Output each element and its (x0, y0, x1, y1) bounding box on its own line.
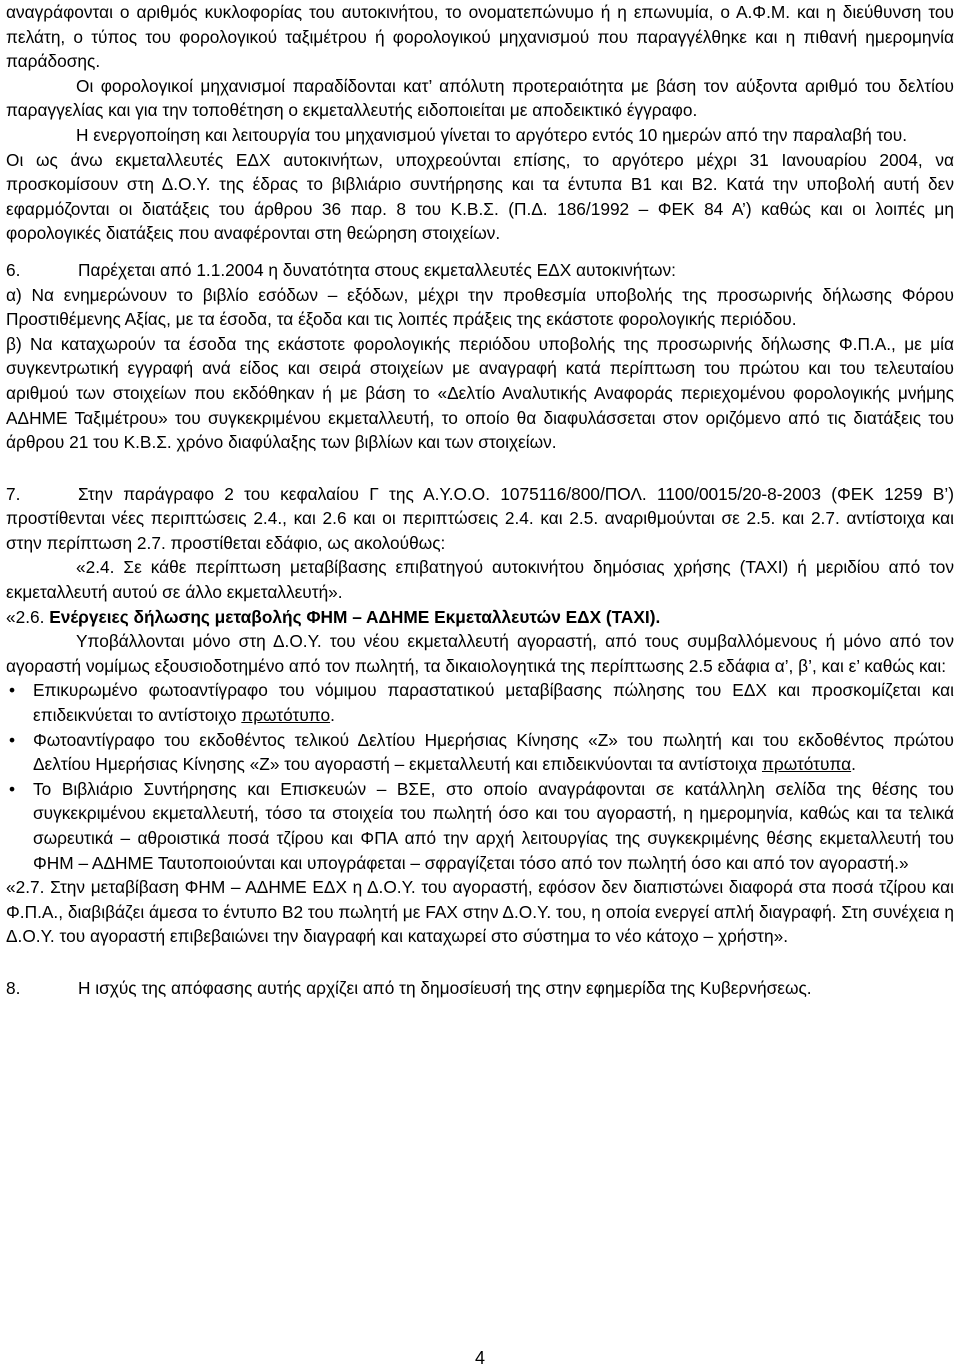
list-item-text: Επικυρωμένο φωτοαντίγραφο του νόμιμου παραστατικού μεταβίβασης πώλησης του ΕΔΧ και προσκομίζεται και επιδεικνύεται το αντίστοιχο (33, 680, 954, 726)
list-item-end: . (851, 754, 856, 775)
paragraph-obligations: Οι ως άνω εκμεταλλευτές ΕΔΧ αυτοκινήτων, υποχρεούνται επίσης, το αργότερο μέχρι 31 Ιανουαρίου 2004, να προσκομίσουν στη Δ.Ο.Υ. της έδρας το βιβλιάριο συντήρησης και τα έντυπα Β1 και Β2. Κατά την υποβολή αυτή δεν εφαρμόζονται οι διατάξεις του άρθρου 36 παρ. 8 του Κ.Β.Σ. (Π.Δ. 186/1992 – ΦΕΚ 84 Α’) καθώς και οι λοιπές μη φορολογικές διατάξεις που αναφέρονται στη θεώρηση στοιχείων. (6, 149, 954, 244)
section-8-text: Η ισχύς της απόφασης αυτής αρχίζει από τη δημοσίευσή της στην εφημερίδα της Κυβερνήσεως. (78, 977, 812, 998)
section-6-number: 6. (6, 259, 21, 280)
section-7-case-2-7: «2.7. Στην μεταβίβαση ΦΗΜ – ΑΔΗΜΕ ΕΔΧ η Δ.Ο.Υ. του αγοραστή, εφόσον δεν διαπιστώνει διαφορά στα ποσά τζίρου και Φ.Π.Α., διαβιβάζει άμεσα το έντυπο Β2 του πωλητή με FAX στην Δ.Ο.Υ. του, η οποία ενεργεί απλή διαγραφή. Στη συνέχεια η Δ.Ο.Υ. του αγοραστή επιβεβαιώνει την διαγραφή και καταχωρεί στο σύστημα το νέο κάτοχο – χρήστη». (6, 877, 954, 947)
list-item (6, 728, 954, 777)
section-7-intro (6, 482, 954, 556)
requirements-list (6, 678, 954, 875)
section-8-number: 8. (6, 977, 21, 998)
case-2-6-prefix: «2.6. (6, 606, 50, 627)
spacer (6, 455, 954, 482)
list-item-underlined: πρωτότυπα (761, 754, 852, 775)
paragraph-activation: Η ενεργοποίηση και λειτουργία του μηχανισμού γίνεται το αργότερο εντός 10 ημερών από την παραλαβή του. (76, 124, 908, 145)
section-7-intro-text: Στην παράγραφο 2 του κεφαλαίου Γ της Α.Υ.Ο.Ο. 1075116/800/ΠΟΛ. 1100/0015/20-8-2003 (ΦΕΚ 1259 Β’) προστίθενται νέες περιπτώσεις 2.4., και 2.6 και οι περιπτώσεις 2.4. και 2.5. αναριθμούνται σε 2.5. και 2.7. αντίστοιχα και στην περίπτωση 2.7. προστίθεται εδάφιο, ως ακολούθως: (6, 483, 954, 553)
section-6-item-b: β) Να καταχωρούν τα έσοδα της εκάστοτε φορολογικής περιόδου υποβολής της προσωρινής δήλωσης Φ.Π.Α., με μία συγκεντρωτική εγγραφή ανά είδος και σειρά στοιχείων με αναγραφή κατά περίπτωση του πρώτου και του τελευταίου αριθμού των στοιχείων που εκδόθηκαν ή με βάση το «Δελτίο Αναλυτικής Αναφοράς περιεχομένου φορολογικής μνήμης ΑΔΗΜΕ Ταξιμέτρου» του συγκεκριμένου εκμεταλλευτή, το οποίο θα διαφυλάσσεται στον οριζόμενο από τις διατάξεις του άρθρου 21 του Κ.Β.Σ. χρόνο διαφύλαξης των βιβλίων και των στοιχείων. (6, 333, 954, 453)
page-number: 4 (474, 1348, 485, 1368)
spacer (6, 949, 954, 976)
section-6-intro (6, 258, 954, 283)
section-7-case-2-6-heading (6, 605, 954, 630)
list-item (6, 777, 954, 875)
list-item-text: Το Βιβλιάριο Συντήρησης και Επισκευών – ΒΣΕ, στο οποίο αναγράφονται σε κατάλληλη σελίδα της θέσης του συγκεκριμένου εκμεταλλευτή, τόσο τα στοιχεία του πωλητή όσο και του αγοραστή, η ημερομηνία, καθώς και τα τελικά σωρευτικά – αθροιστικά ποσά τζίρου και ΦΠΑ από την αρχή λειτουργίας της συγκεκριμένης θέσης εκμεταλλευτή του ΦΗΜ – ΑΔΗΜΕ Ταυτοποιούνται και υπογράφεται – σφραγίζεται τόσο από τον πωλητή όσο και από τον αγοραστή.» (33, 778, 954, 873)
document-page (6, 0, 954, 1001)
paragraph-continuation: αναγράφονται ο αριθμός κυκλοφορίας του αυτοκινήτου, το ονοματεπώνυμο ή η επωνυμία, ο Α.Φ.Μ. και η διεύθυνση του πελάτη, ο τύπος του φορολογικού ταξιμέτρου ή φορολογικού μηχανισμού που παραγγέλθηκε και η πιθανή ημερομηνία παράδοσης. (6, 2, 954, 72)
list-item-text: Φωτοαντίγραφο του εκδοθέντος τελικού Δελτίου Ημερήσιας Κίνησης «Ζ» του πωλητή και του εκδοθέντος πρώτου Δελτίου Ημερήσιας Κίνησης «Ζ» του αγοραστή – εκμεταλλευτή και επιδεικνύονται τα αντίστοιχα (33, 729, 954, 775)
section-6-intro-text: Παρέχεται από 1.1.2004 η δυνατότητα στους εκμεταλλευτές ΕΔΧ αυτοκινήτων: (78, 259, 676, 280)
spacer (6, 246, 954, 258)
list-item-underlined: πρωτότυπο (241, 705, 331, 726)
paragraph-mechanism-delivery: Οι φορολογικοί μηχανισμοί παραδίδονται κατ’ απόλυτη προτεραιότητα με βάση τον αύξοντα αριθμό του δελτίου παραγγελίας και για την τοποθέτηση ο εκμεταλλευτής ειδοποιείται με αποδεικτικό έγγραφο. (6, 75, 954, 121)
section-8 (6, 976, 954, 1001)
section-7-number: 7. (6, 483, 21, 504)
section-6-item-a: α) Να ενημερώνουν το βιβλίο εσόδων – εξόδων, μέχρι την προθεσμία υποβολής της προσωρινής δήλωσης Φόρου Προστιθέμενης Αξίας, με τα έσοδα, τα έξοδα και τις λοιπές πράξεις της εκάστοτε φορολογικής περιόδου. (6, 284, 954, 330)
list-item-end: . (330, 705, 335, 726)
list-item (6, 678, 954, 727)
section-7-case-2-4: «2.4. Σε κάθε περίπτωση μεταβίβασης επιβατηγού αυτοκινήτου δημόσιας χρήσης (ΤΑΧΙ) ή μεριδίου από τον εκμεταλλευτή αυτού σε άλλο εκμεταλλευτή». (6, 557, 954, 603)
section-7-case-2-6-body: Υποβάλλονται μόνο στη Δ.Ο.Υ. του νέου εκμεταλλευτή αγοραστή, από τους συμβαλλόμενους ή μόνο από τον αγοραστή νομίμως εξουσιοδοτημένο από τον πωλητή, τα δικαιολογητικά της περίπτωσης 2.5 εδάφια α’, β’, και ε’ καθώς και: (6, 631, 954, 676)
case-2-6-title: Ενέργειες δήλωσης μεταβολής ΦΗΜ – ΑΔΗΜΕ Εκμεταλλευτών ΕΔΧ (ΤΑΧΙ). (49, 606, 661, 627)
